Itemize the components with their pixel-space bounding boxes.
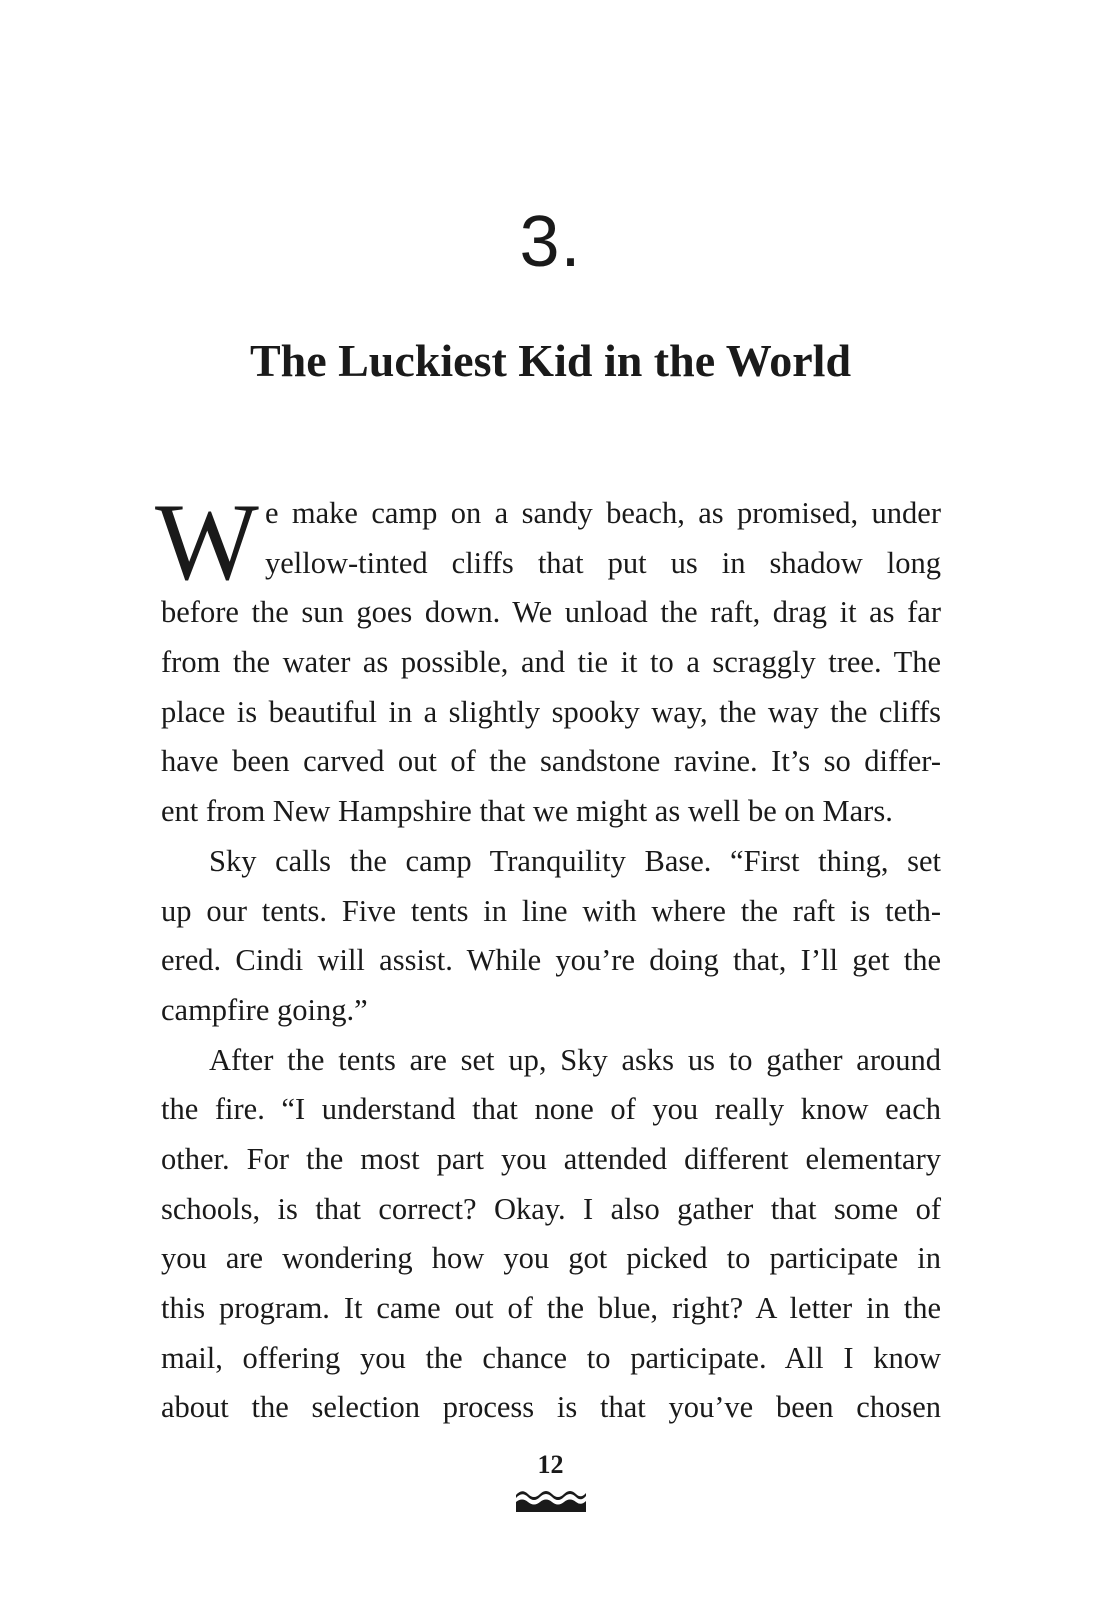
chapter-body-text	[155, 481, 941, 1433]
text-line: ered. Cindi will assist. While you’re doing that, I’ll get the	[161, 943, 941, 978]
text-line: After the tents are set up, Sky asks us to gather around	[209, 1042, 941, 1077]
text-line: place is beautiful in a slightly spooky way, the way the cliffs	[161, 694, 941, 729]
text-line: e make camp on a sandy beach, as promised, under	[265, 496, 941, 530]
text-line: Sky calls the camp Tranquility Base. “First thing, set	[209, 843, 941, 878]
chapter-number: 3.	[519, 202, 582, 282]
text-line: you are wondering how you got picked to participate in	[161, 1241, 941, 1276]
text-line: from the water as possible, and tie it to a scraggly tree. The	[161, 645, 941, 680]
text-line: have been carved out of the sandstone ravine. It’s so differ-	[161, 744, 941, 779]
text-line: mail, offering you the chance to participate. All I know	[161, 1340, 941, 1375]
text-line: yellow-tinted cliffs that put us in shadow long	[265, 545, 941, 580]
text-line: schools, is that correct? Okay. I also gather that some of	[161, 1191, 941, 1226]
wave-ornament-icon	[515, 1486, 587, 1512]
text-line: up our tents. Five tents in line with where the raft is teth-	[161, 893, 941, 928]
drop-cap-letter: W	[155, 481, 259, 603]
text-line: ent from New Hampshire that we might as well be on Mars.	[161, 794, 893, 829]
text-line: this program. It came out of the blue, right? A letter in the	[161, 1291, 941, 1325]
text-line: campfire going.”	[161, 992, 368, 1027]
page-number: 12	[537, 1450, 564, 1479]
chapter-title: The Luckiest Kid in the World	[249, 335, 852, 386]
text-line: the fire. “I understand that none of you really know each	[161, 1092, 941, 1127]
text-line: before the sun goes down. We unload the raft, drag it as far	[161, 595, 941, 630]
text-line: other. For the most part you attended different elementary	[161, 1141, 941, 1176]
text-line: about the selection process is that you’ve been chosen	[161, 1390, 941, 1425]
